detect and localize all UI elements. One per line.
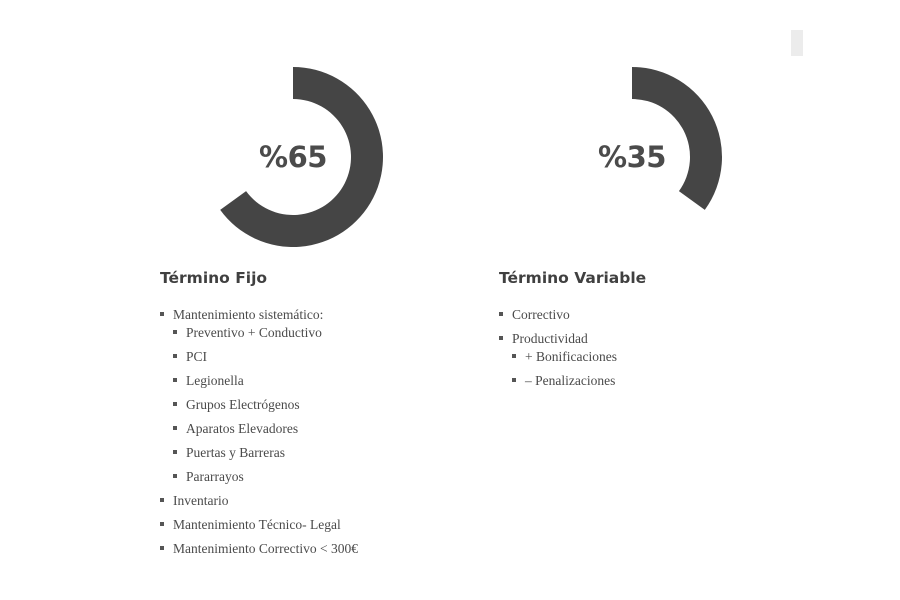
- variable-term-list: [499, 306, 829, 389]
- fixed-percentage-label: %65: [259, 140, 327, 174]
- variable-percentage-label: %35: [598, 140, 666, 174]
- fixed-term-section: [160, 269, 490, 564]
- sub-list-item: – Penalizaciones: [512, 372, 829, 389]
- list-item: [160, 306, 490, 485]
- variable-term-title: Término Variable: [499, 269, 647, 287]
- sub-list-item: Preventivo + Conductivo: [173, 324, 490, 341]
- sub-list-item: Grupos Electrógenos: [173, 396, 490, 413]
- fixed-term-list: [160, 306, 490, 557]
- sub-list-item: Pararrayos: [173, 468, 490, 485]
- list-item: Mantenimiento Correctivo < 300€: [160, 540, 490, 557]
- sub-list-item: PCI: [173, 348, 490, 365]
- list-item: Inventario: [160, 492, 490, 509]
- fixed-percentage-donut: [183, 47, 403, 267]
- variable-percentage-donut: [522, 47, 742, 267]
- list-item: Correctivo: [499, 306, 829, 323]
- sub-list-item: Legionella: [173, 372, 490, 389]
- list-item: Mantenimiento Técnico- Legal: [160, 516, 490, 533]
- sub-list: [512, 348, 829, 389]
- list-item-label: Productividad: [512, 331, 588, 346]
- list-item-label: Mantenimiento sistemático:: [173, 307, 324, 322]
- corner-tab-mark: [791, 30, 803, 56]
- variable-term-section: [499, 269, 829, 396]
- sub-list-item: Puertas y Barreras: [173, 444, 490, 461]
- fixed-term-title: Término Fijo: [160, 269, 268, 287]
- list-item: [499, 330, 829, 389]
- sub-list-item: Aparatos Elevadores: [173, 420, 490, 437]
- sub-list-item: + Bonificaciones: [512, 348, 829, 365]
- sub-list: [173, 324, 490, 485]
